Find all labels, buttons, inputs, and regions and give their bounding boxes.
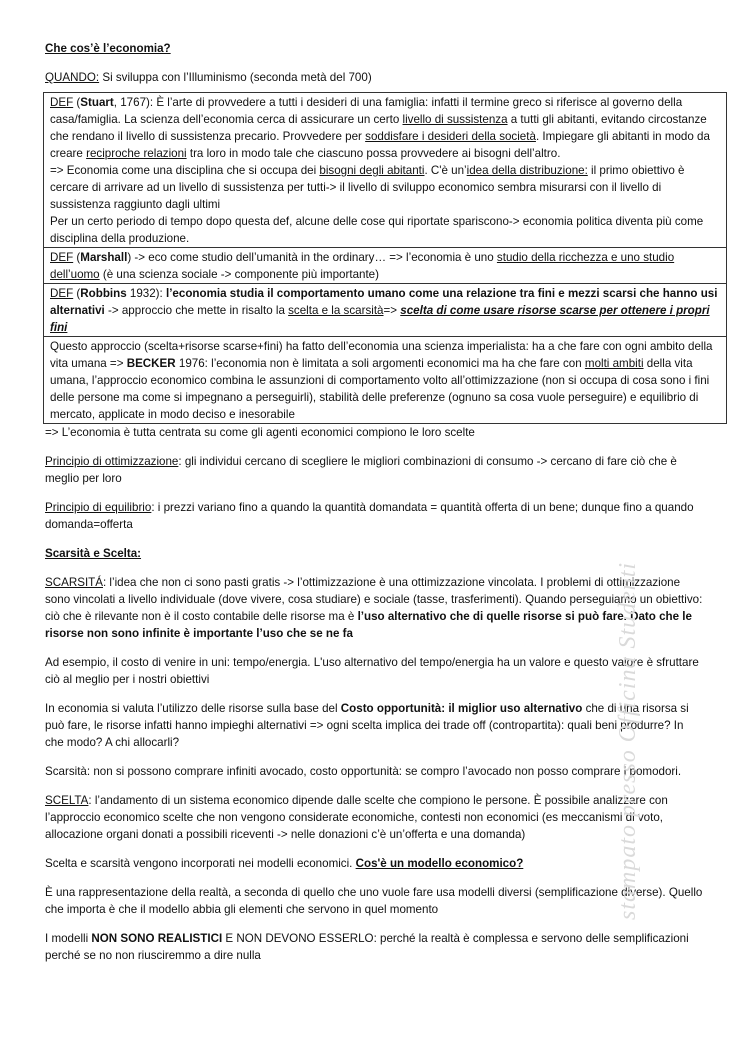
esempio-paragraph: Ad esempio, il costo di venire in uni: tempo/energia. L'uso alternativo del tempo/energia ha un valore e questo valore è sfruttare ciò al meglio per i nostri obiettivi (45, 656, 699, 686)
def-row-marshall: DEF (Marshall) -> eco come studio dell’umanità in the ordinary… => l’economia è uno studio della ricchezza e uno studio dell’uomo (è una scienza sociale -> componente più importante) (44, 248, 727, 284)
def-row-robbins: DEF (Robbins 1932): l’economia studia il comportamento umano come una relazione tra fini e mezzi scarsi che hanno usi alternativi -> approccio che mette in risalto la scelta e la scarsità=> scelta di come usare risorse scarse per ottenere i propri fini (44, 284, 727, 337)
modelli-paragraph: Scelta e scarsità vengono incorporati nei modelli economici. Cos'è un modello economico? (45, 857, 524, 870)
watermark: stampato presso Officina Studenti (615, 561, 641, 920)
costo-paragraph: In economia si valuta l’utilizzo delle risorse sulla base del Costo opportunità: il miglior uso alternativo che di una risorsa si può fare, le risorse infatti hanno impieghi alternativi => ogni scelta implica dei trade off (contropartita): quali beni produrre? In che modo? A chi allocarli? (45, 702, 689, 749)
approccio-row: Questo approccio (scelta+risorse scarse+fini) ha fatto dell’economia una scienza imperialista: ha a che fare con ogni ambito della vita umana => BECKER 1976: l’economia non è limitata a soli argomenti economici ma ha che fare con molti ambiti della vita umana, l’approccio economico combina le assunzioni di comportamento volto all’ottimizzazione (non si occupa di cosa sono i fini delle persone ma come si impegnano a perseguirli), stabilità delle preferenze (ognuno sa cosa vuole perseguire) e equilibrio di mercato, applicate in modo deciso e inesorabile (44, 337, 727, 424)
equilibrio-paragraph: Principio di equilibrio: i prezzi variano fino a quando la quantità domandata = quantità offerta di un bene; dunque fino a quando domanda=offerta (45, 501, 694, 531)
document-page (45, 40, 718, 964)
scelta-paragraph: SCELTA: l’andamento di un sistema economico dipende dalle scelte che compiono le persone. È possibile analizzare con l’approccio economico scelte che non vengono considerate economiche, contesti non economici (es meccanismi di voto, allocazione organi donati a possibili riceventi -> nelle donazioni c’è un’offerta e una domanda) (45, 794, 668, 841)
avocado-paragraph: Scarsità: non si possono comprare infiniti avocado, costo opportunità: se compro l’avocado non posso comprare i pomodori. (45, 765, 682, 778)
def1-line3: Per un certo periodo di tempo dopo questa def, alcune delle cose qui riportate spariscono-> economia politica diventa più come disciplina della produzione. (50, 215, 704, 245)
ottimizzazione-paragraph: Principio di ottimizzazione: gli individui cercano di scegliere le migliori combinazioni di consumo -> cercano di fare ciò che è meglio per loro (45, 455, 677, 485)
section-heading: Scarsità e Scelta: (45, 547, 142, 560)
def1-line2: => Economia come una disciplina che si occupa dei bisogni degli abitanti. C'è un’idea della distribuzione: il primo obiettivo è cercare di arrivare ad un livello di sussistenza per tutti-> il livello di sviluppo economico sembra misurarsi con il livello di sussistenza raggiunto dagli ultimi (50, 164, 685, 211)
def-row-stuart: DEF (Stuart, 1767): È l’arte di provvedere a tutti i desideri di una famiglia: infatti il termine greco si riferisce al governo della casa/famiglia. La scienza dell’economia cerca di assicurare un certo livello di sussistenza a tutti gli abitanti, evitando circostanze che rendano il livello di sussistenza precario. Provvedere per soddisfare i desideri della società. Impiegare gli abitanti in modo da creare reciproche relazioni tra loro in modo tale che ciascuno possa provvedere ai bisogni dell’altro. => Economia come una disciplina che si occupa dei bisogni degli abitanti. C'è un’idea della distribuzione: il primo obiettivo è cercare di arrivare ad un livello di sussistenza per tutti-> il livello di sviluppo economico sembra misurarsi con il livello di sussistenza raggiunto dagli ultimi Per un certo periodo di tempo dopo questa def, alcune delle cose qui riportate spariscono-> economia politica diventa più come disciplina della produzione. (44, 93, 727, 248)
scarsita-paragraph: SCARSITÁ: l’idea che non ci sono pasti gratis -> l’ottimizzazione è una ottimizzazione vincolata. I problemi di ottimizzazione sono vincolati a livello individuale (dove vivere, cosa studiare) e sociale (tasse, trasferimenti). Quando perseguiamo un obiettivo: ciò che è rilevante non è il costo contabile delle risorse ma è l’uso alternativo che di quelle risorse si può fare. Dato che le risorse non sono infinite è importante l’uso che se ne fa (45, 576, 703, 640)
quando-line: QUANDO: Si sviluppa con l’Illuminismo (seconda metà del 700) (45, 71, 372, 84)
realistici-paragraph: I modelli NON SONO REALISTICI E NON DEVONO ESSERLO: perché la realtà è complessa e servono delle semplificazioni perché se no non riusciremmo a dire nulla (45, 932, 689, 962)
page-title: Che cos’è l’economia? (45, 42, 171, 55)
definitions-table (43, 92, 727, 424)
rappresentazione-paragraph: È una rappresentazione della realtà, a seconda di quello che uno vuole fare usa modelli diversi (semplificazione diverse). Quello che importa è che il modello abbia gli elementi che servono in quel momento (45, 886, 703, 916)
after-table-text: => L’economia è tutta centrata su come gli agenti economici compiono le loro scelte (45, 426, 475, 439)
